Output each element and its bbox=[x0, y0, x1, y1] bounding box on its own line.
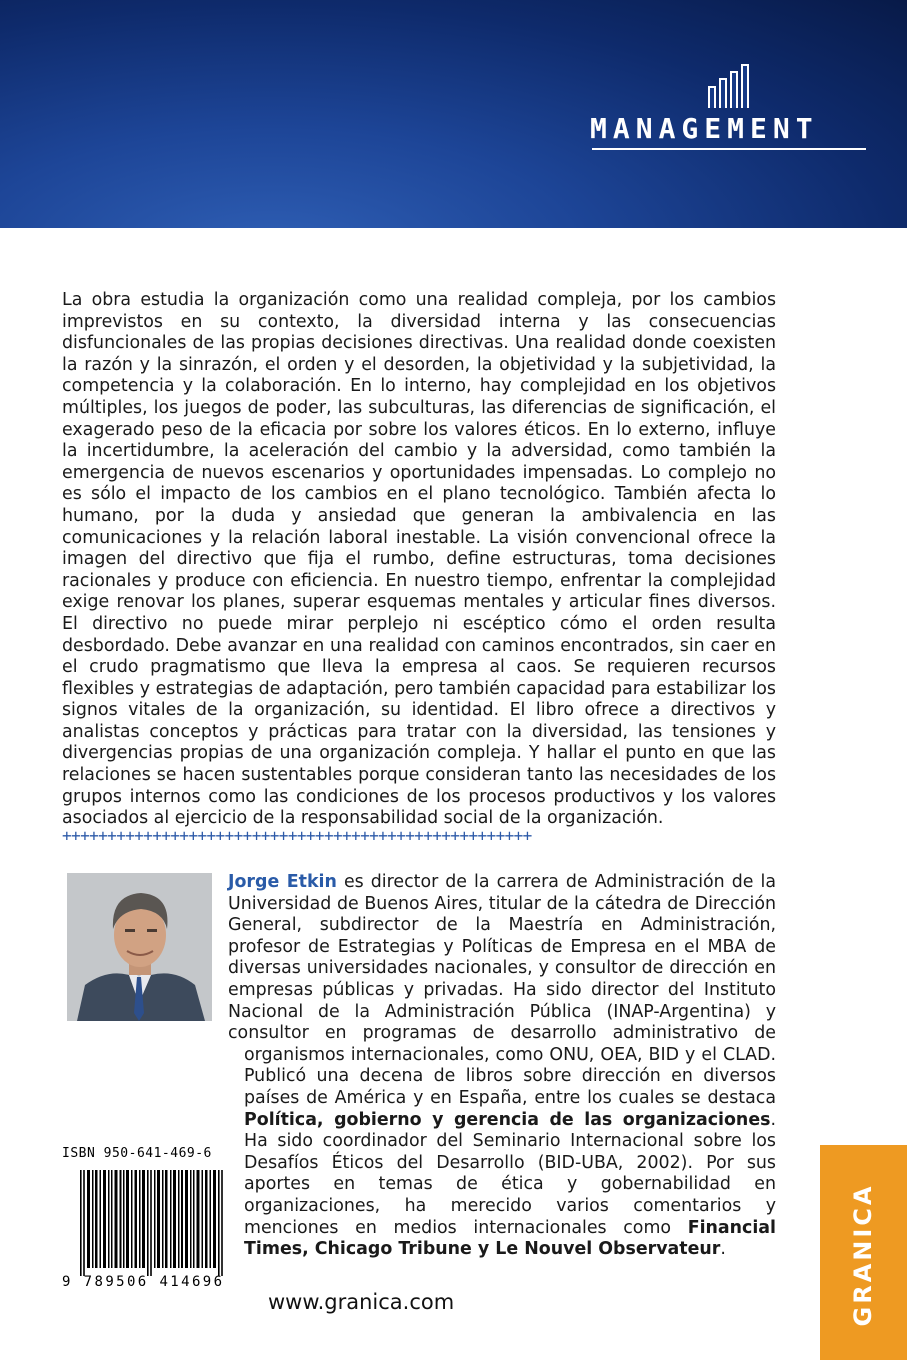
bio-text-end: . bbox=[720, 1239, 726, 1260]
buildings-icon bbox=[708, 64, 754, 108]
author-name: Jorge Etkin bbox=[228, 872, 337, 892]
isbn-label: ISBN 950-641-469-6 bbox=[62, 1146, 212, 1161]
ean-number: 9 789506 414696 bbox=[62, 1274, 225, 1290]
header-banner bbox=[0, 0, 907, 228]
bio-text-2: . Ha sido coordinador del Seminario Internacional sobre los Desafíos Éticos del Desarrollo (BID-UBA, 2002). Por sus aportes en temas de ética y gobernabilidad en organizaciones, ha merecido varios comentarios y menciones en medios internacionales como bbox=[244, 1109, 776, 1238]
section-divider: ++++++++++++++++++++++++++++++++++++++++++++++++++++ bbox=[62, 826, 532, 845]
publisher-tab bbox=[820, 1145, 907, 1360]
barcode-bars bbox=[80, 1170, 225, 1276]
publisher-name: GRANICA bbox=[849, 1183, 877, 1327]
management-logo bbox=[590, 64, 870, 154]
series-logo-text: MANAGEMENT bbox=[590, 112, 819, 145]
logo-underline bbox=[592, 148, 866, 150]
media-outlets: Financial Times, Chicago Tribune y Le Nouvel Observateur bbox=[244, 1217, 776, 1260]
bio-text-1: es director de la carrera de Administración de la Universidad de Buenos Aires, titular de la cátedra de Dirección General, subdirector de la Maestría en Administración, profesor de Estrategias y Políticas de Empresa en el MBA de diversas universidades nacionales, y consultor de dirección en empresas públicas y privadas. Ha sido director del Instituto Nacional de la Administración Pública (INAP-Argentina) y consultor en programas de desarrollo administrativo de organismos internacionales, como ONU, OEA, BID y el CLAD. Publicó una decena de libros sobre dirección en diversos países de América y en España, entre los cuales se destaca bbox=[228, 872, 776, 1108]
publisher-website[interactable]: www.granica.com bbox=[268, 1290, 455, 1314]
featured-book-title: Política, gobierno y gerencia de las organizaciones bbox=[244, 1109, 771, 1130]
book-description: La obra estudia la organización como una realidad compleja, por los cambios imprevistos en su contexto, la diversidad interna y las consecuencias disfuncionales de las propias decisiones directivas. Una realidad donde coexisten la razón y la sinrazón, el orden y el desorden, la objetividad y la subjetividad, la competencia y la colaboración. En lo interno, hay complejidad en los objetivos múltiples, los juegos de poder, las subculturas, las diferencias de significación, el exagerado peso de la eficacia por sobre los valores éticos. En lo externo, influye la incertidumbre, la aceleración del cambio y la adversidad, como también la emergencia de nuevos escenarios y oportunidades impensadas. Lo complejo no es sólo el impacto de los cambios en el plano tecnológico. También afecta lo humano, por la duda y ansiedad que generan la ambivalencia en las comunicaciones y la relación laboral inestable. La visión convencional ofrece la imagen del directivo que fija el rumbo, define estructuras, toma decisiones racionales y produce con eficiencia. En nuestro tiempo, enfrentar la complejidad exige renovar los planes, superar esquemas mentales y articular fines diversos. El directivo no puede mirar perplejo ni escéptico cómo el orden resulta desbordado. Debe avanzar en una realidad con caminos encontrados, sin caer en el crudo pragmatismo que lleva la empresa al caos. Se requieren recursos flexibles y estrategias de adaptación, pero también capacidad para estabilizar los signos vitales de la organización, su identidad. El libro ofrece a directivos y analistas conceptos y prácticas para tratar con la diversidad, las tensiones y divergencias propias de una organización compleja. Y hallar el punto en que las relaciones se hacen sustentables porque consideran tanto las necesidades de los grupos internos como las condiciones de los procesos productivos y los valores asociados al ejercicio de la responsabilidad social de la organización. bbox=[62, 290, 776, 829]
barcode bbox=[62, 1146, 227, 1294]
